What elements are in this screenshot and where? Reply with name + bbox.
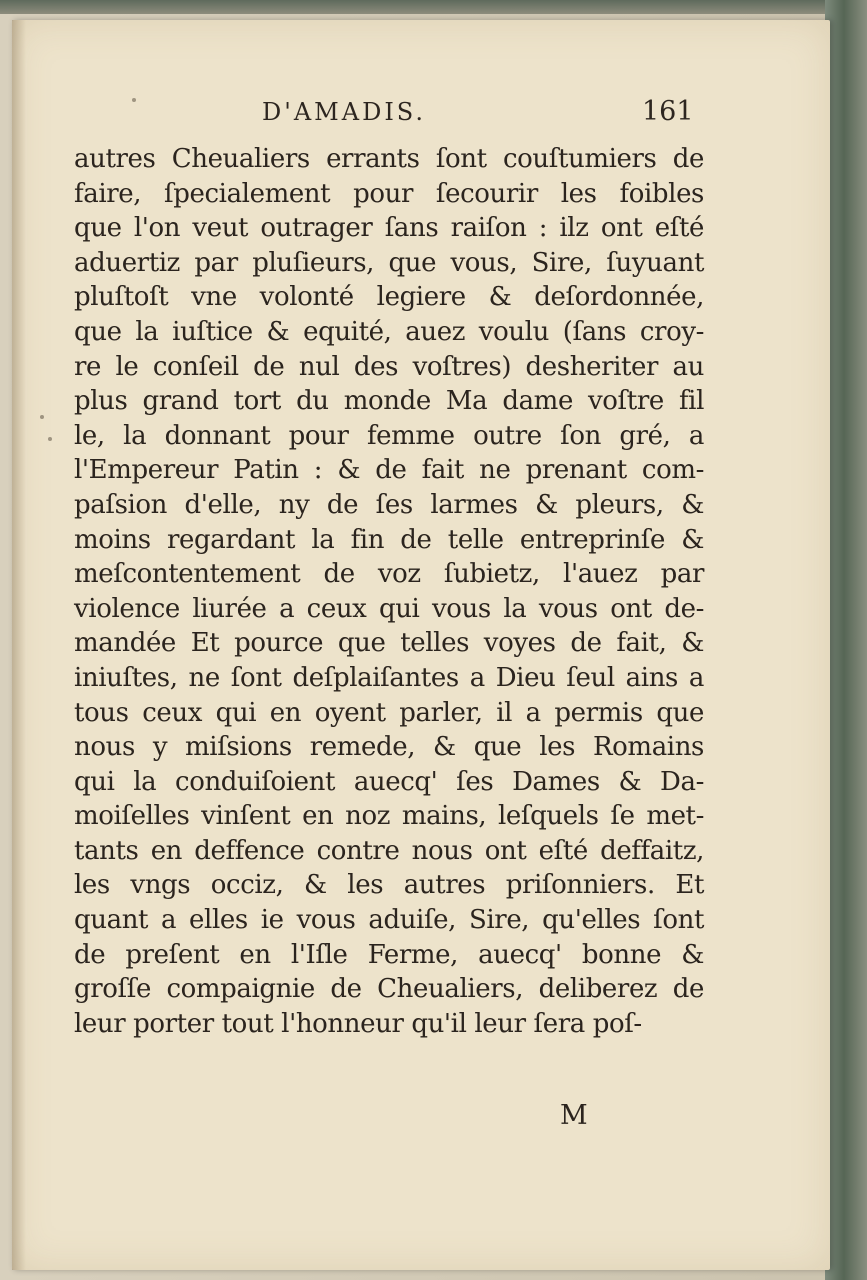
book-top-edge <box>0 0 867 14</box>
text-line: tants en deffence contre nous ont eſté deffaitz, <box>74 835 704 866</box>
running-head: D'AMADIS. <box>262 98 427 126</box>
text-line: plus grand tort du monde Ma dame voſtre fil <box>74 386 704 417</box>
text-line: les vngs occiz, & les autres priſonniers. Et <box>74 870 704 901</box>
text-line: pluſtoſt vne volonté legiere & deſordonnée, <box>74 282 704 313</box>
text-line: le, la donnant pour femme outre ſon gré, a <box>74 420 704 451</box>
text-line: quant a elles ie vous aduiſe, Sire, qu'elles ſont <box>74 905 704 936</box>
page-gutter-shadow <box>12 20 26 1270</box>
text-line: paſsion d'elle, ny de ſes larmes & pleurs, & <box>74 489 704 520</box>
paper-speck <box>40 415 44 419</box>
text-line: autres Cheualiers errants ſont couſtumiers de <box>74 144 704 174</box>
paper-speck <box>132 98 136 102</box>
text-line: moins regardant la fin de telle entreprinſe & <box>74 524 704 555</box>
text-line: l'Empereur Patin : & de fait ne prenant com- <box>74 455 704 486</box>
text-line: que la iuſtice & equité, auez voulu (ſans croy- <box>74 316 704 347</box>
book-page <box>12 20 830 1270</box>
text-line: que l'on veut outrager ſans raiſon : ilz ont eſté <box>74 213 704 244</box>
text-line: mandée Et pource que telles voyes de fait, & <box>74 628 704 659</box>
paper-speck <box>48 437 52 441</box>
text-line: nous y miſsions remede, & que les Romains <box>74 732 704 763</box>
text-line: moiſelles vinſent en noz mains, leſquels ſe met- <box>74 801 704 832</box>
text-line: aduertiz par pluſieurs, que vous, Sire, ſuyuant <box>74 247 704 278</box>
text-line: qui la conduiſoient auecq' ſes Dames & Da- <box>74 766 704 797</box>
text-line: meſcontentement de voz ſubietz, l'auez par <box>74 559 704 590</box>
page-number: 161 <box>642 96 694 127</box>
text-line: de preſent en l'Iſle Ferme, auecq' bonne & <box>74 939 704 970</box>
book-fore-edge <box>825 0 867 1280</box>
text-line: faire, ſpecialement pour ſecourir les foibles <box>74 178 704 209</box>
text-line: leur porter tout l'honneur qu'il leur ſera poſ- <box>74 1008 642 1039</box>
text-line: tous ceux qui en oyent parler, il a permis que <box>74 697 704 728</box>
body-text <box>74 142 704 1041</box>
text-line: iniuſtes, ne ſont deſplaiſantes a Dieu ſeul ains a <box>74 662 704 693</box>
text-line: groſſe compaignie de Cheualiers, deliberez de <box>74 974 704 1005</box>
signature-mark: M <box>560 1100 588 1131</box>
text-line: violence liurée a ceux qui vous la vous ont de- <box>74 593 704 624</box>
text-line: re le conſeil de nul des voſtres) desheriter au <box>74 351 704 382</box>
